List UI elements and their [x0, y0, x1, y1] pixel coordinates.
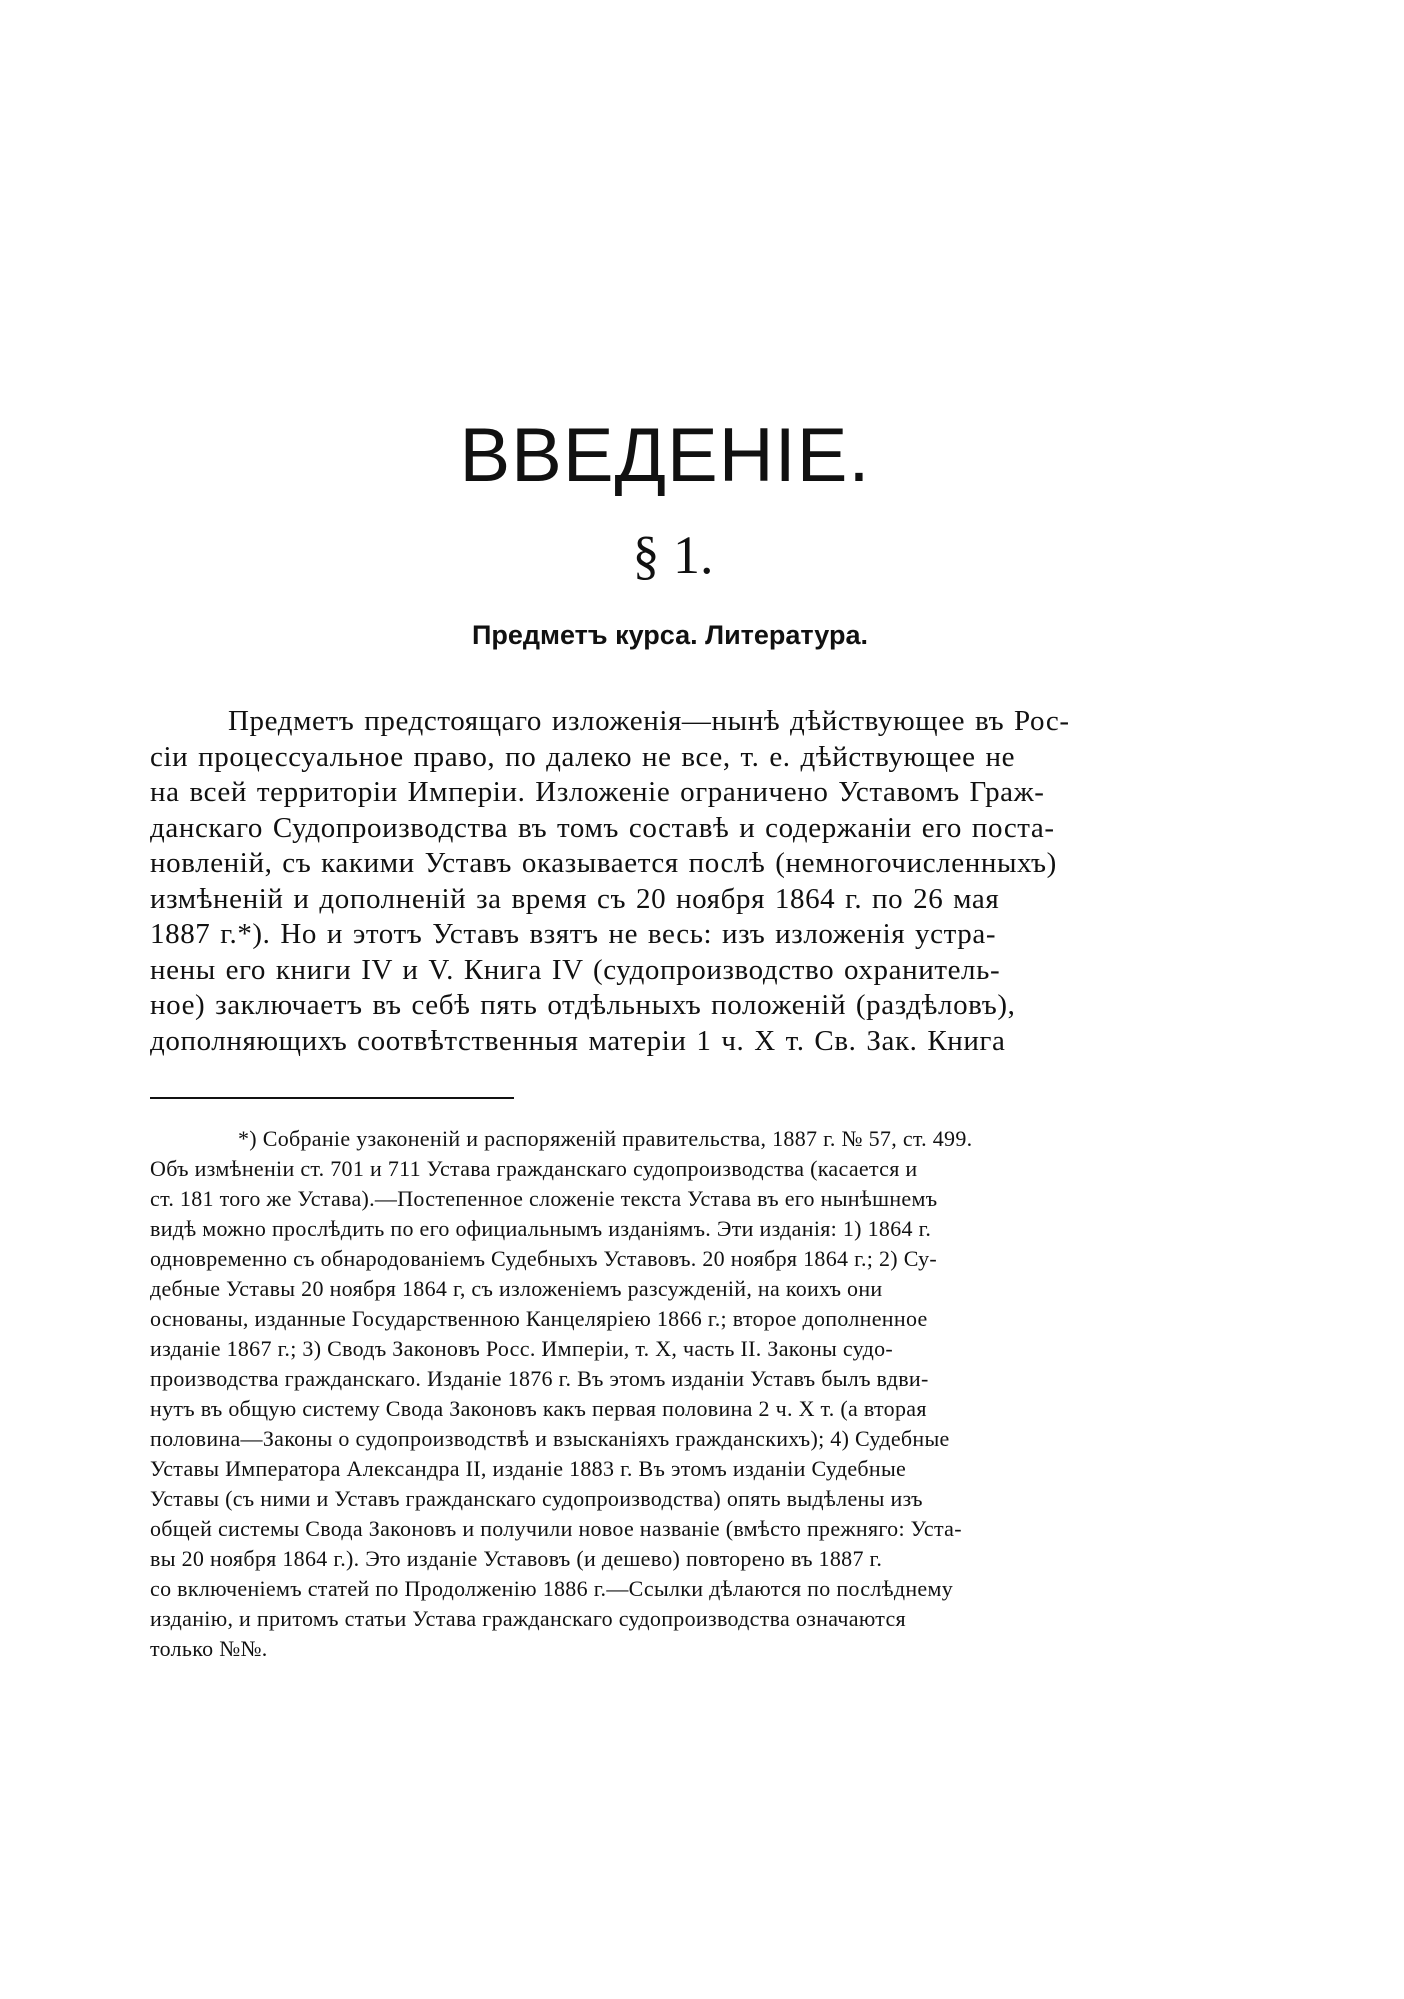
- footnote-line: Объ измѣненіи ст. 701 и 711 Устава гражданскаго судопроизводства (касается и: [150, 1156, 918, 1181]
- body-line: измѣненій и дополненій за время съ 20 ноября 1864 г. по 26 мая: [150, 882, 1000, 915]
- footnote-line: изданію, и притомъ статьи Устава гражданскаго судопроизводства означаются: [150, 1606, 906, 1631]
- footnote-divider: [150, 1097, 514, 1099]
- body-line: на всей территоріи Имперіи. Изложеніе ограничено Уставомъ Граж-: [150, 776, 1045, 808]
- body-line: данскаго Судопроизводства въ томъ составѣ и содержаніи его поста-: [150, 811, 1055, 844]
- chapter-title: ВВЕДЕНІЕ.: [459, 413, 871, 498]
- body-line: 1887 г.*). Но и этотъ Уставъ взятъ не весь: изъ изложенія устра-: [150, 918, 997, 950]
- footnote-line: вы 20 ноября 1864 г.). Это изданіе Уставовъ (и дешево) повторено въ 1887 г.: [150, 1546, 883, 1571]
- footnote-line: одновременно съ обнародованіемъ Судебныхъ Уставовъ. 20 ноября 1864 г.; 2) Су-: [150, 1246, 938, 1271]
- body-line: Предметъ предстоящаго изложенія—нынѣ дѣйствующее въ Рос-: [228, 705, 1070, 737]
- footnote-line: только №№.: [150, 1636, 268, 1661]
- footnote-line: нутъ въ общую систему Свода Законовъ какъ первая половина 2 ч. X т. (а вторая: [150, 1396, 927, 1421]
- footnote-line: Уставы Императора Александра II, изданіе 1883 г. Въ этомъ изданіи Судебные: [150, 1456, 907, 1481]
- footnote-line: видѣ можно прослѣдить по его официальнымъ изданіямъ. Эти изданія: 1) 1864 г.: [150, 1216, 932, 1241]
- footnote-line: производства гражданскаго. Изданіе 1876 г. Въ этомъ изданіи Уставъ былъ вдви-: [150, 1366, 929, 1391]
- section-title: Предметъ курса. Литература.: [472, 620, 868, 650]
- section-number: § 1.: [632, 525, 714, 585]
- body-line: нены его книги IV и V. Книга IV (судопроизводство охранитель-: [150, 953, 1001, 986]
- body-paragraph: [150, 704, 1250, 1059]
- footnote-line: половина—Законы о судопроизводствѣ и взысканіяхъ гражданскихъ); 4) Судебные: [150, 1426, 950, 1451]
- footnote: [150, 1124, 1250, 1664]
- footnote-line: Уставы (съ ними и Уставъ гражданскаго судопроизводства) опять выдѣлены изъ: [150, 1486, 923, 1511]
- footnote-line: общей системы Свода Законовъ и получили новое названіе (вмѣсто прежняго: Уста-: [150, 1516, 962, 1541]
- footnote-line: ст. 181 того же Устава).—Постепенное сложеніе текста Устава въ его нынѣшнемъ: [150, 1186, 938, 1211]
- footnote-line: изданіе 1867 г.; 3) Сводъ Законовъ Росс. Имперіи, т. X, часть II. Законы судо-: [150, 1336, 894, 1361]
- body-line: дополняющихъ соотвѣтственныя матеріи 1 ч. X т. Св. Зак. Книга: [150, 1024, 1006, 1057]
- body-line: новленій, съ какими Уставъ оказывается послѣ (немногочисленныхъ): [150, 847, 1057, 879]
- footnote-line: со включеніемъ статей по Продолженію 1886 г.—Ссылки дѣлаются по послѣднему: [150, 1576, 953, 1601]
- body-line: ное) заключаетъ въ себѣ пять отдѣльныхъ положеній (раздѣловъ),: [150, 989, 1016, 1021]
- footnote-line: *) Собраніе узаконеній и распоряженій правительства, 1887 г. № 57, ст. 499.: [238, 1126, 973, 1151]
- footnote-line: основаны, изданные Государственною Канцеляріею 1866 г.; второе дополненное: [150, 1306, 928, 1331]
- body-line: сіи процессуальное право, по далеко не все, т. е. дѣйствующее не: [150, 740, 1016, 773]
- footnote-line: дебные Уставы 20 ноября 1864 г, съ изложеніемъ разсужденій, на коихъ они: [150, 1276, 883, 1301]
